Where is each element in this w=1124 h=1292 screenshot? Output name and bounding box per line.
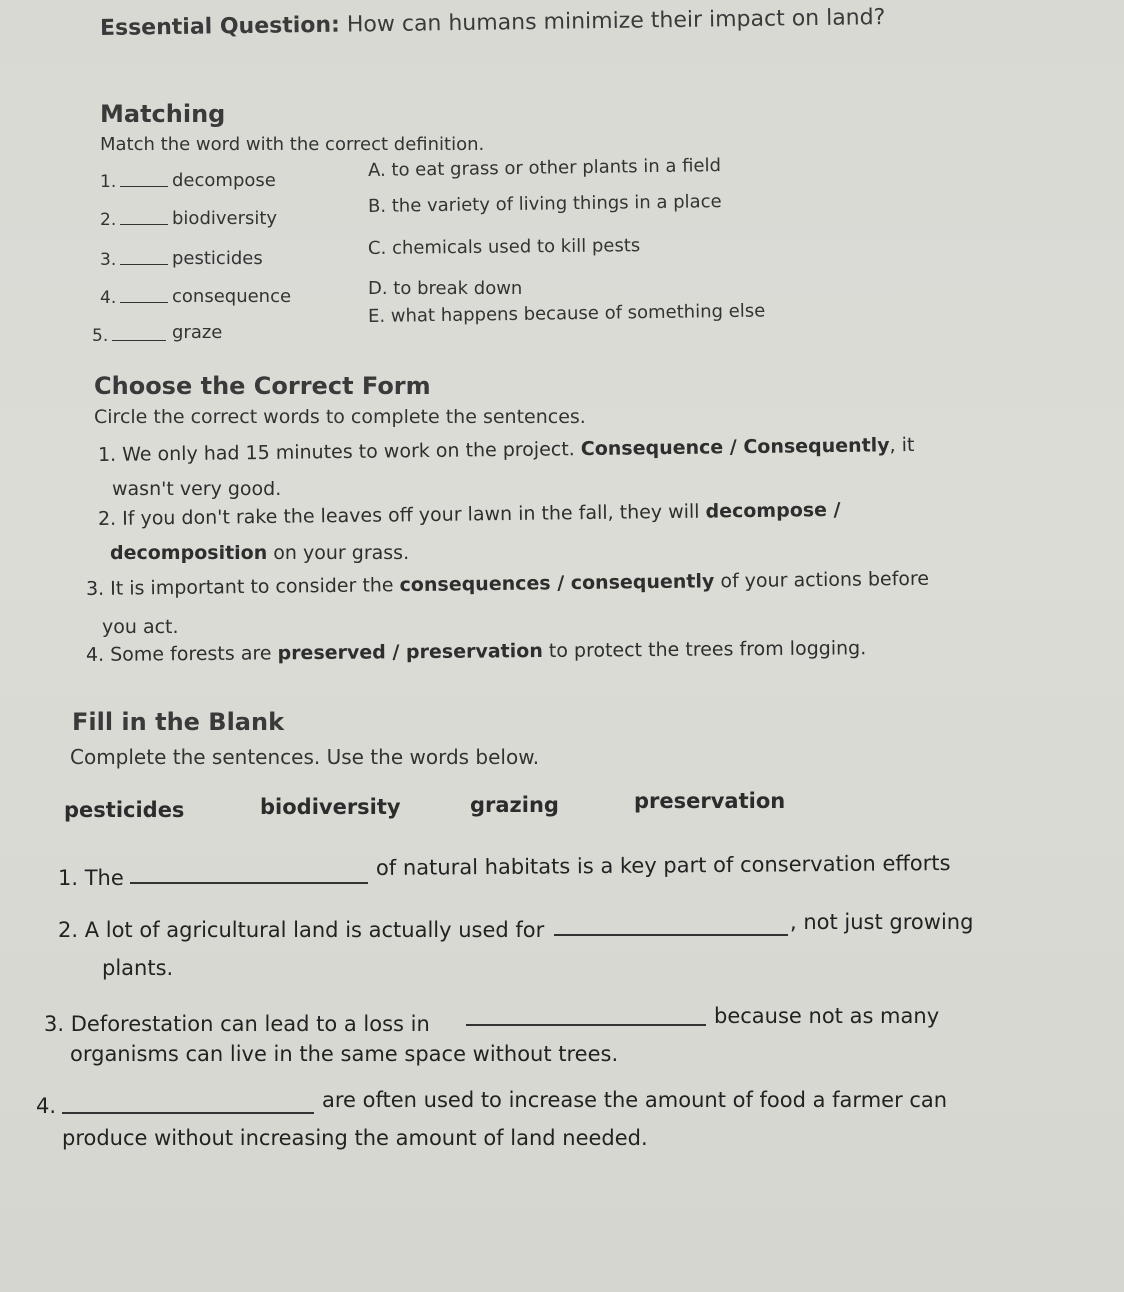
fill-sentence-4-start: 4. (36, 1094, 57, 1118)
word-bank-pesticides: pesticides (64, 798, 185, 822)
choose-sentence-4: 4. Some forests are preserved / preservation to protect the trees from logging. (85, 637, 867, 666)
matching-word-3: pesticides (172, 248, 263, 269)
fill-sentence-3-cont: organisms can live in the same space without trees. (70, 1042, 619, 1066)
matching-title: Matching (100, 100, 226, 128)
definition-d: D. to break down (368, 278, 523, 299)
choose-sentence-1: 1. We only had 15 minutes to work on the project. Consequence / Consequently, it (97, 434, 915, 466)
fill-blank-3[interactable] (466, 1004, 706, 1026)
matching-num-1: 1. (100, 172, 168, 192)
matching-num-3: 3. (100, 250, 168, 270)
fill-sentence-3-start: 3. Deforestation can lead to a loss in (44, 1012, 430, 1036)
matching-word-4: consequence (172, 286, 292, 307)
fill-title: Fill in the Blank (72, 708, 285, 736)
matching-num-5: 5. (92, 326, 166, 346)
fill-sentence-2-cont: plants. (102, 956, 174, 980)
definition-a: A. to eat grass or other plants in a field (367, 155, 722, 181)
matching-word-1: decompose (172, 170, 276, 191)
fill-sentence-1-end: of natural habitats is a key part of conservation efforts (375, 850, 951, 880)
word-bank-grazing: grazing (470, 793, 559, 817)
essential-question-label: Essential Question: (99, 12, 341, 41)
fill-sentence-2-start: 2. A lot of agricultural land is actually used for (58, 918, 545, 942)
choose-sentence-1-cont: wasn't very good. (112, 478, 282, 500)
fill-sentence-2-end: , not just growing (790, 910, 974, 934)
word-bank-biodiversity: biodiversity (260, 795, 401, 819)
matching-word-2: biodiversity (172, 208, 278, 229)
essential-question-text: How can humans minimize their impact on land? (346, 5, 886, 38)
choose-instruction: Circle the correct words to complete the sentences. (94, 406, 586, 428)
fill-sentence-4-cont: produce without increasing the amount of land needed. (62, 1126, 648, 1150)
choose-sentence-3: 3. It is important to consider the consequences / consequently of your actions before (85, 567, 930, 600)
matching-num-4: 4. (100, 288, 168, 308)
choose-sentence-2: 2. If you don't rake the leaves off your lawn in the fall, they will decompose / (97, 498, 841, 530)
matching-num-2: 2. (100, 210, 168, 230)
definition-b: B. the variety of living things in a place (367, 191, 722, 217)
fill-instruction: Complete the sentences. Use the words below. (70, 745, 540, 769)
fill-blank-1[interactable] (130, 862, 368, 884)
fill-blank-2[interactable] (554, 914, 788, 936)
essential-question (100, 5, 886, 41)
word-bank-preservation: preservation (634, 789, 786, 813)
fill-sentence-3-end: because not as many (714, 1004, 940, 1028)
fill-sentence-1-start: 1. The (58, 866, 124, 890)
fill-blank-4[interactable] (62, 1092, 314, 1114)
choose-sentence-3-cont: you act. (102, 616, 179, 638)
choose-title: Choose the Correct Form (94, 372, 431, 400)
matching-word-5: graze (172, 322, 223, 343)
matching-instruction: Match the word with the correct definition. (100, 134, 485, 155)
definition-e: E. what happens because of something else (367, 300, 766, 327)
definition-c: C. chemicals used to kill pests (367, 235, 641, 259)
choose-sentence-2-cont: decomposition on your grass. (110, 542, 410, 564)
fill-sentence-4-end: are often used to increase the amount of food a farmer can (322, 1088, 948, 1112)
